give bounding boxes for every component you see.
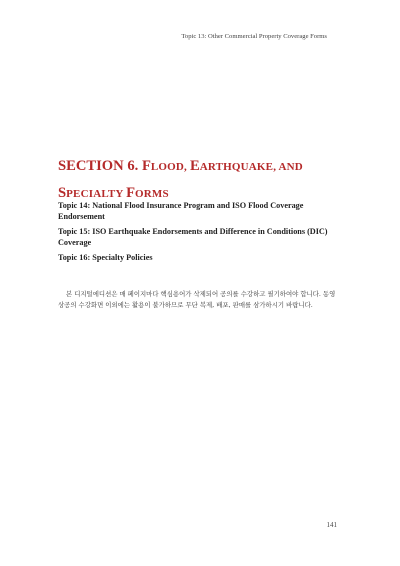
title-word-rest: ORMS xyxy=(135,188,169,200)
topic-item: Topic 15: ISO Earthquake Endorsements and Difference in Conditions (DIC) Coverage xyxy=(58,227,328,247)
title-word-cap: S xyxy=(58,185,67,201)
topic-list xyxy=(58,200,348,267)
copyright-notice: 본 디지털에디션은 매 페이지마다 핵심용어가 삭제되어 공의를 수강하고 필기하여야 합니다. 동영상공의 수강화면 이외에는 활용이 불가하므로 무단 복제, 배포, 판매를 삼가하시기 바랍니다. xyxy=(58,290,336,309)
title-word-rest: PECIALTY xyxy=(66,188,127,200)
section-title xyxy=(58,150,348,204)
title-word-cap: E xyxy=(189,158,200,174)
topic-item: Topic 14: National Flood Insurance Program and ISO Flood Coverage Endorsement xyxy=(58,201,304,221)
topic-item: Topic 16: Specialty Policies xyxy=(58,253,153,262)
title-word-cap: F xyxy=(126,185,136,201)
title-word-cap: F xyxy=(141,158,151,174)
section-title-line-1 xyxy=(58,150,348,177)
running-header: Topic 13: Other Commercial Property Coverage Forms xyxy=(181,33,327,40)
title-word-rest: LOOD, xyxy=(150,161,190,173)
section-label: SECTION 6. xyxy=(58,158,142,174)
page-number: 141 xyxy=(326,521,337,529)
title-word-rest: ARTHQUAKE, AND xyxy=(199,161,303,173)
